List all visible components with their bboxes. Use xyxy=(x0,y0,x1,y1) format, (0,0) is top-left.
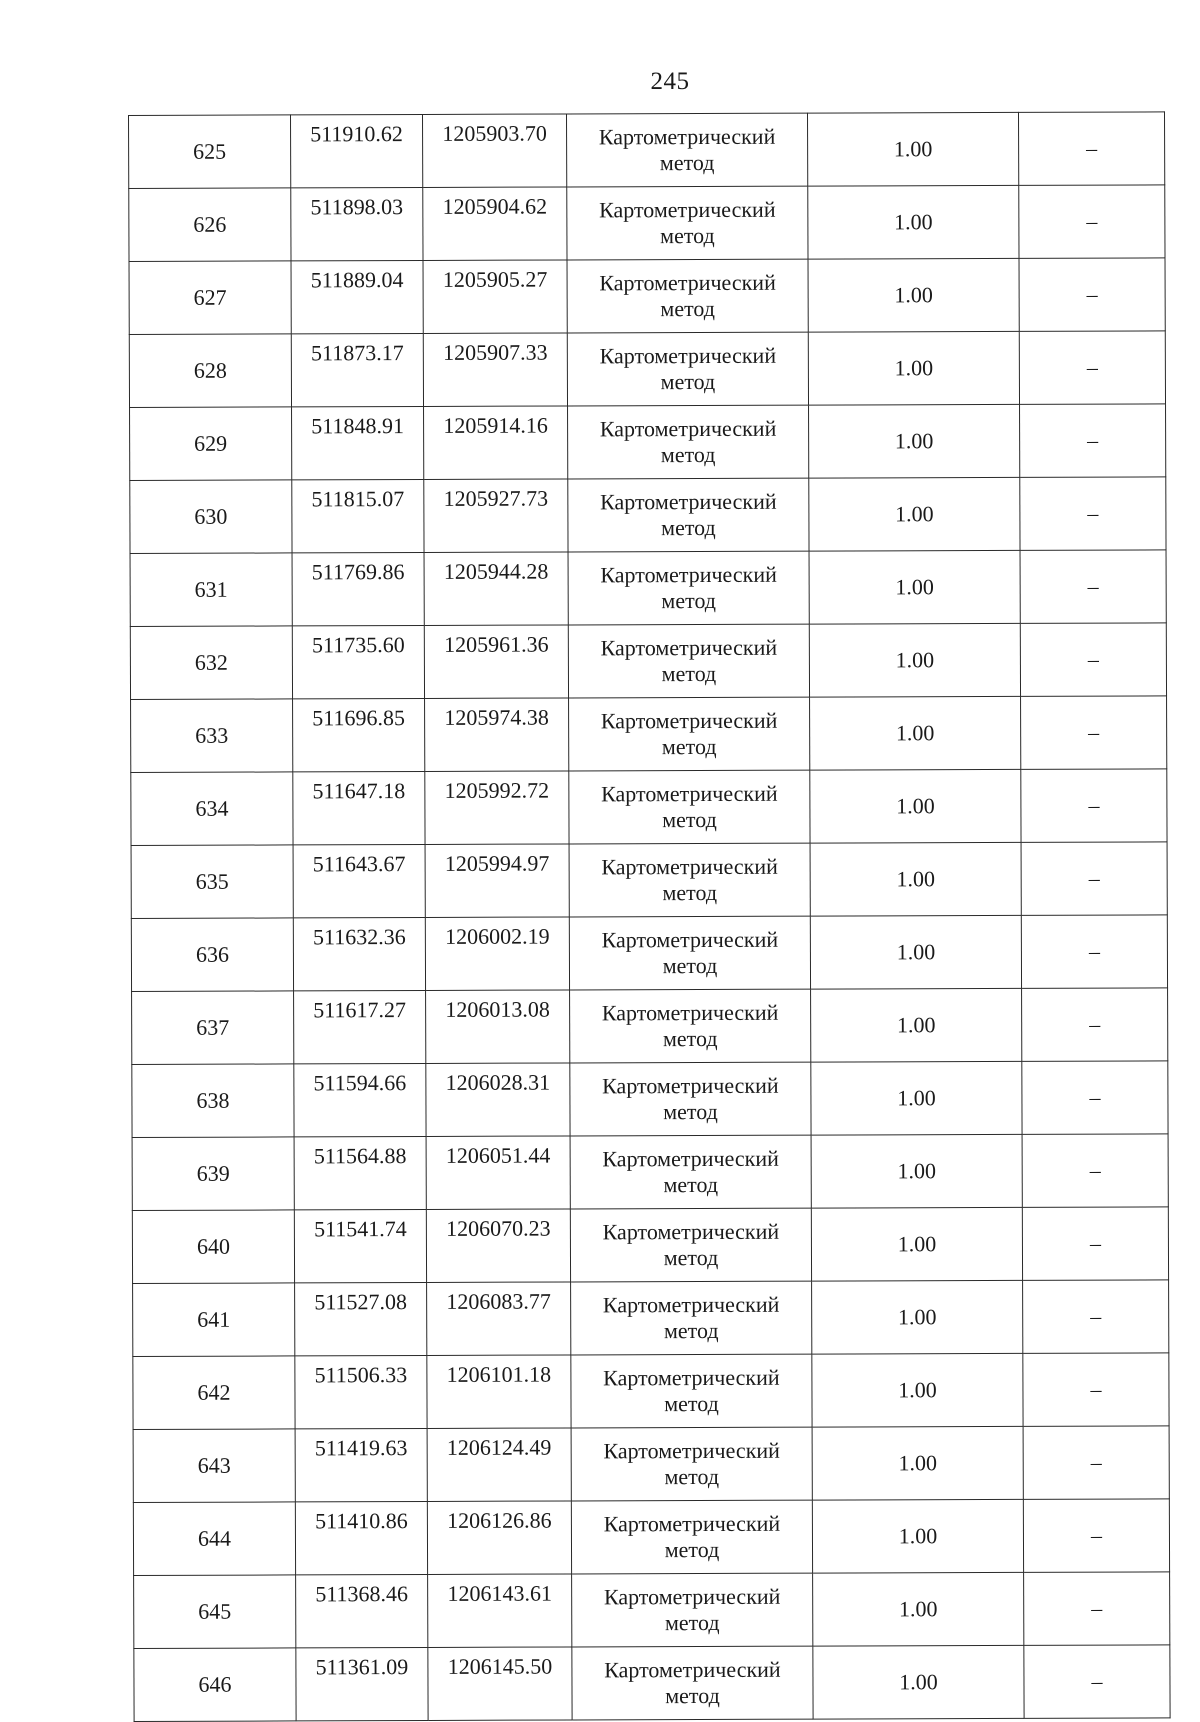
method-line-1: Картометрический xyxy=(602,1218,780,1245)
table-row xyxy=(131,769,1167,846)
point-number-cell: 632 xyxy=(130,626,292,700)
method-cell xyxy=(566,113,807,187)
y-coordinate-cell: 1205944.28 xyxy=(424,552,568,626)
method-line-1: Картометрический xyxy=(603,1364,780,1391)
note-cell: – xyxy=(1018,112,1164,186)
method-line-1: Картометрический xyxy=(599,415,777,442)
table-row xyxy=(132,1061,1168,1138)
table-row xyxy=(129,185,1165,262)
note-cell: – xyxy=(1020,550,1166,624)
note-cell: – xyxy=(1023,1426,1169,1500)
method-line-2: метод xyxy=(661,733,717,760)
x-coordinate-cell: 511506.33 xyxy=(295,1355,427,1428)
point-number-cell: 638 xyxy=(132,1064,294,1138)
method-line-2: метод xyxy=(665,1682,720,1709)
method-line-1: Картометрический xyxy=(601,853,778,880)
y-coordinate-cell: 1206002.19 xyxy=(425,917,569,991)
method-line-1: Картометрический xyxy=(604,1656,781,1683)
point-number-cell: 642 xyxy=(133,1356,295,1430)
method-cell xyxy=(572,1573,813,1647)
x-coordinate-cell: 511910.62 xyxy=(291,114,423,187)
method-line-2: метод xyxy=(663,1244,719,1271)
x-coordinate-cell: 511873.17 xyxy=(291,333,423,406)
method-line-2: метод xyxy=(662,952,718,979)
point-number-cell: 641 xyxy=(133,1283,295,1357)
accuracy-cell: 1.00 xyxy=(811,988,1022,1062)
method-cell xyxy=(570,1208,811,1282)
point-number-cell: 634 xyxy=(131,772,293,846)
table-row xyxy=(131,915,1167,992)
accuracy-cell: 1.00 xyxy=(808,185,1019,259)
method-cell xyxy=(569,916,810,990)
table-row xyxy=(130,550,1166,627)
method-line-2: метод xyxy=(663,1171,719,1198)
note-cell: – xyxy=(1022,1134,1168,1208)
accuracy-cell: 1.00 xyxy=(812,1353,1023,1427)
method-line-2: метод xyxy=(664,1609,720,1636)
method-cell xyxy=(568,624,809,698)
y-coordinate-cell: 1206070.23 xyxy=(426,1209,570,1283)
y-coordinate-cell: 1206028.31 xyxy=(426,1063,570,1137)
y-coordinate-cell: 1205994.97 xyxy=(425,844,569,918)
x-coordinate-cell: 511410.86 xyxy=(295,1501,427,1574)
coordinates-table xyxy=(128,111,1171,1722)
table-row xyxy=(133,1280,1169,1357)
table-row xyxy=(131,842,1167,919)
note-cell: – xyxy=(1022,1207,1168,1281)
y-coordinate-cell: 1205903.70 xyxy=(422,114,566,188)
note-cell: – xyxy=(1020,623,1166,697)
accuracy-cell: 1.00 xyxy=(808,331,1019,405)
y-coordinate-cell: 1205907.33 xyxy=(423,333,567,407)
point-number-cell: 637 xyxy=(132,991,294,1065)
method-line-1: Картометрический xyxy=(600,488,777,515)
point-number-cell: 630 xyxy=(130,480,292,554)
accuracy-cell: 1.00 xyxy=(810,915,1021,989)
table-row xyxy=(132,1134,1168,1211)
method-line-2: метод xyxy=(663,1098,718,1125)
method-cell xyxy=(571,1500,812,1574)
y-coordinate-cell: 1206051.44 xyxy=(426,1136,570,1210)
accuracy-cell: 1.00 xyxy=(809,623,1020,697)
accuracy-cell: 1.00 xyxy=(810,842,1021,916)
note-cell: – xyxy=(1023,1353,1169,1427)
accuracy-cell: 1.00 xyxy=(809,550,1020,624)
y-coordinate-cell: 1206083.77 xyxy=(427,1282,571,1356)
point-number-cell: 643 xyxy=(133,1429,295,1503)
method-line-2: метод xyxy=(661,514,716,541)
point-number-cell: 636 xyxy=(131,918,293,992)
method-cell xyxy=(568,478,809,552)
note-cell: – xyxy=(1021,696,1167,770)
method-cell xyxy=(568,551,809,625)
table-row xyxy=(130,477,1166,554)
method-cell xyxy=(570,1135,811,1209)
x-coordinate-cell: 511419.63 xyxy=(295,1428,427,1501)
point-number-cell: 645 xyxy=(134,1575,296,1649)
x-coordinate-cell: 511889.04 xyxy=(291,260,423,333)
x-coordinate-cell: 511769.86 xyxy=(292,552,424,625)
note-cell: – xyxy=(1019,185,1165,259)
method-line-1: Картометрический xyxy=(599,342,777,369)
method-line-2: метод xyxy=(664,1536,720,1563)
x-coordinate-cell: 511643.67 xyxy=(293,844,425,917)
method-line-2: метод xyxy=(662,1025,718,1052)
table-row xyxy=(129,112,1165,189)
x-coordinate-cell: 511594.66 xyxy=(294,1063,426,1136)
note-cell: – xyxy=(1020,477,1166,551)
method-cell xyxy=(569,770,810,844)
y-coordinate-cell: 1206101.18 xyxy=(427,1355,571,1429)
point-number-cell: 644 xyxy=(133,1502,295,1576)
table-row xyxy=(133,1499,1169,1576)
method-line-1: Картометрический xyxy=(602,1072,779,1099)
method-line-2: метод xyxy=(660,222,715,249)
method-line-2: метод xyxy=(663,1317,719,1344)
accuracy-cell: 1.00 xyxy=(812,1280,1023,1354)
note-cell: – xyxy=(1020,404,1166,478)
method-line-1: Картометрический xyxy=(602,1291,780,1318)
note-cell: – xyxy=(1019,258,1165,332)
point-number-cell: 633 xyxy=(131,699,293,773)
note-cell: – xyxy=(1022,988,1168,1062)
x-coordinate-cell: 511898.03 xyxy=(291,187,423,260)
method-cell xyxy=(569,843,810,917)
accuracy-cell: 1.00 xyxy=(813,1645,1024,1719)
table-row xyxy=(129,331,1165,408)
y-coordinate-cell: 1205961.36 xyxy=(424,625,568,699)
method-line-2: метод xyxy=(662,806,717,833)
x-coordinate-cell: 511815.07 xyxy=(292,479,424,552)
coordinates-table-body xyxy=(129,112,1171,1722)
method-line-2: метод xyxy=(660,441,716,468)
x-coordinate-cell: 511647.18 xyxy=(293,771,425,844)
accuracy-cell: 1.00 xyxy=(810,769,1021,843)
point-number-cell: 631 xyxy=(130,553,292,627)
accuracy-cell: 1.00 xyxy=(811,1134,1022,1208)
x-coordinate-cell: 511617.27 xyxy=(294,990,426,1063)
y-coordinate-cell: 1205905.27 xyxy=(423,260,567,334)
method-line-2: метод xyxy=(662,879,718,906)
accuracy-cell: 1.00 xyxy=(811,1207,1022,1281)
accuracy-cell: 1.00 xyxy=(808,258,1019,332)
note-cell: – xyxy=(1024,1572,1170,1646)
point-number-cell: 640 xyxy=(132,1210,294,1284)
x-coordinate-cell: 511368.46 xyxy=(296,1574,428,1647)
table-row xyxy=(131,696,1167,773)
point-number-cell: 626 xyxy=(129,188,291,262)
method-line-1: Картометрический xyxy=(603,1583,781,1610)
table-row xyxy=(132,1207,1168,1284)
note-cell: – xyxy=(1024,1645,1170,1719)
x-coordinate-cell: 511696.85 xyxy=(293,698,425,771)
x-coordinate-cell: 511564.88 xyxy=(294,1136,426,1209)
point-number-cell: 625 xyxy=(129,115,291,189)
table-row xyxy=(133,1353,1169,1430)
y-coordinate-cell: 1205927.73 xyxy=(424,479,568,553)
table-row xyxy=(132,988,1168,1065)
y-coordinate-cell: 1205974.38 xyxy=(425,698,569,772)
point-number-cell: 629 xyxy=(130,407,292,481)
method-cell xyxy=(571,1427,812,1501)
note-cell: – xyxy=(1023,1499,1169,1573)
method-line-2: метод xyxy=(661,660,717,687)
note-cell: – xyxy=(1019,331,1165,405)
method-cell xyxy=(568,405,809,479)
method-cell xyxy=(571,1281,812,1355)
method-line-1: Картометрический xyxy=(600,707,778,734)
point-number-cell: 646 xyxy=(134,1648,296,1722)
accuracy-cell: 1.00 xyxy=(812,1426,1023,1500)
method-cell xyxy=(570,989,811,1063)
method-cell xyxy=(570,1062,811,1136)
x-coordinate-cell: 511527.08 xyxy=(295,1282,427,1355)
method-line-2: метод xyxy=(660,368,716,395)
note-cell: – xyxy=(1021,769,1167,843)
table-row xyxy=(134,1645,1170,1722)
y-coordinate-cell: 1206145.50 xyxy=(428,1647,572,1721)
method-line-1: Картометрический xyxy=(600,561,777,588)
y-coordinate-cell: 1205914.16 xyxy=(424,406,568,480)
accuracy-cell: 1.00 xyxy=(810,696,1021,770)
table-row xyxy=(133,1426,1169,1503)
y-coordinate-cell: 1205992.72 xyxy=(425,771,569,845)
note-cell: – xyxy=(1023,1280,1169,1354)
method-line-2: метод xyxy=(664,1463,720,1490)
table-row xyxy=(130,404,1166,481)
method-line-1: Картометрический xyxy=(602,1145,779,1172)
method-line-1: Картометрический xyxy=(598,123,776,150)
method-line-2: метод xyxy=(659,149,715,176)
method-cell xyxy=(567,186,808,260)
point-number-cell: 628 xyxy=(129,334,291,408)
x-coordinate-cell: 511848.91 xyxy=(292,406,424,479)
y-coordinate-cell: 1206013.08 xyxy=(426,990,570,1064)
accuracy-cell: 1.00 xyxy=(809,404,1020,478)
x-coordinate-cell: 511361.09 xyxy=(296,1647,428,1720)
method-line-2: метод xyxy=(661,587,717,614)
accuracy-cell: 1.00 xyxy=(809,477,1020,551)
x-coordinate-cell: 511541.74 xyxy=(294,1209,426,1282)
method-cell xyxy=(567,332,808,406)
method-line-1: Картометрический xyxy=(601,780,778,807)
table-row xyxy=(129,258,1165,335)
method-cell xyxy=(572,1646,813,1720)
method-line-1: Картометрический xyxy=(603,1510,781,1537)
page-number: 245 xyxy=(650,68,690,95)
point-number-cell: 627 xyxy=(129,261,291,335)
method-cell xyxy=(567,259,808,333)
y-coordinate-cell: 1206126.86 xyxy=(427,1501,571,1575)
note-cell: – xyxy=(1022,1061,1168,1135)
method-cell xyxy=(569,697,810,771)
x-coordinate-cell: 511735.60 xyxy=(292,625,424,698)
method-line-2: метод xyxy=(660,295,716,322)
y-coordinate-cell: 1205904.62 xyxy=(423,187,567,261)
accuracy-cell: 1.00 xyxy=(811,1061,1022,1135)
point-number-cell: 639 xyxy=(132,1137,294,1211)
method-line-1: Картометрический xyxy=(601,926,779,953)
y-coordinate-cell: 1206143.61 xyxy=(428,1574,572,1648)
y-coordinate-cell: 1206124.49 xyxy=(427,1428,571,1502)
accuracy-cell: 1.00 xyxy=(807,112,1018,186)
note-cell: – xyxy=(1021,915,1167,989)
x-coordinate-cell: 511632.36 xyxy=(293,917,425,990)
method-line-1: Картометрический xyxy=(599,196,776,223)
accuracy-cell: 1.00 xyxy=(812,1499,1023,1573)
method-line-1: Картометрический xyxy=(601,999,779,1026)
method-line-2: метод xyxy=(664,1390,719,1417)
method-line-1: Картометрический xyxy=(599,269,776,296)
note-cell: – xyxy=(1021,842,1167,916)
method-line-1: Картометрический xyxy=(600,634,778,661)
method-line-1: Картометрический xyxy=(603,1437,780,1464)
table-row xyxy=(130,623,1166,700)
table-row xyxy=(134,1572,1170,1649)
point-number-cell: 635 xyxy=(131,845,293,919)
method-cell xyxy=(571,1354,812,1428)
accuracy-cell: 1.00 xyxy=(813,1572,1024,1646)
